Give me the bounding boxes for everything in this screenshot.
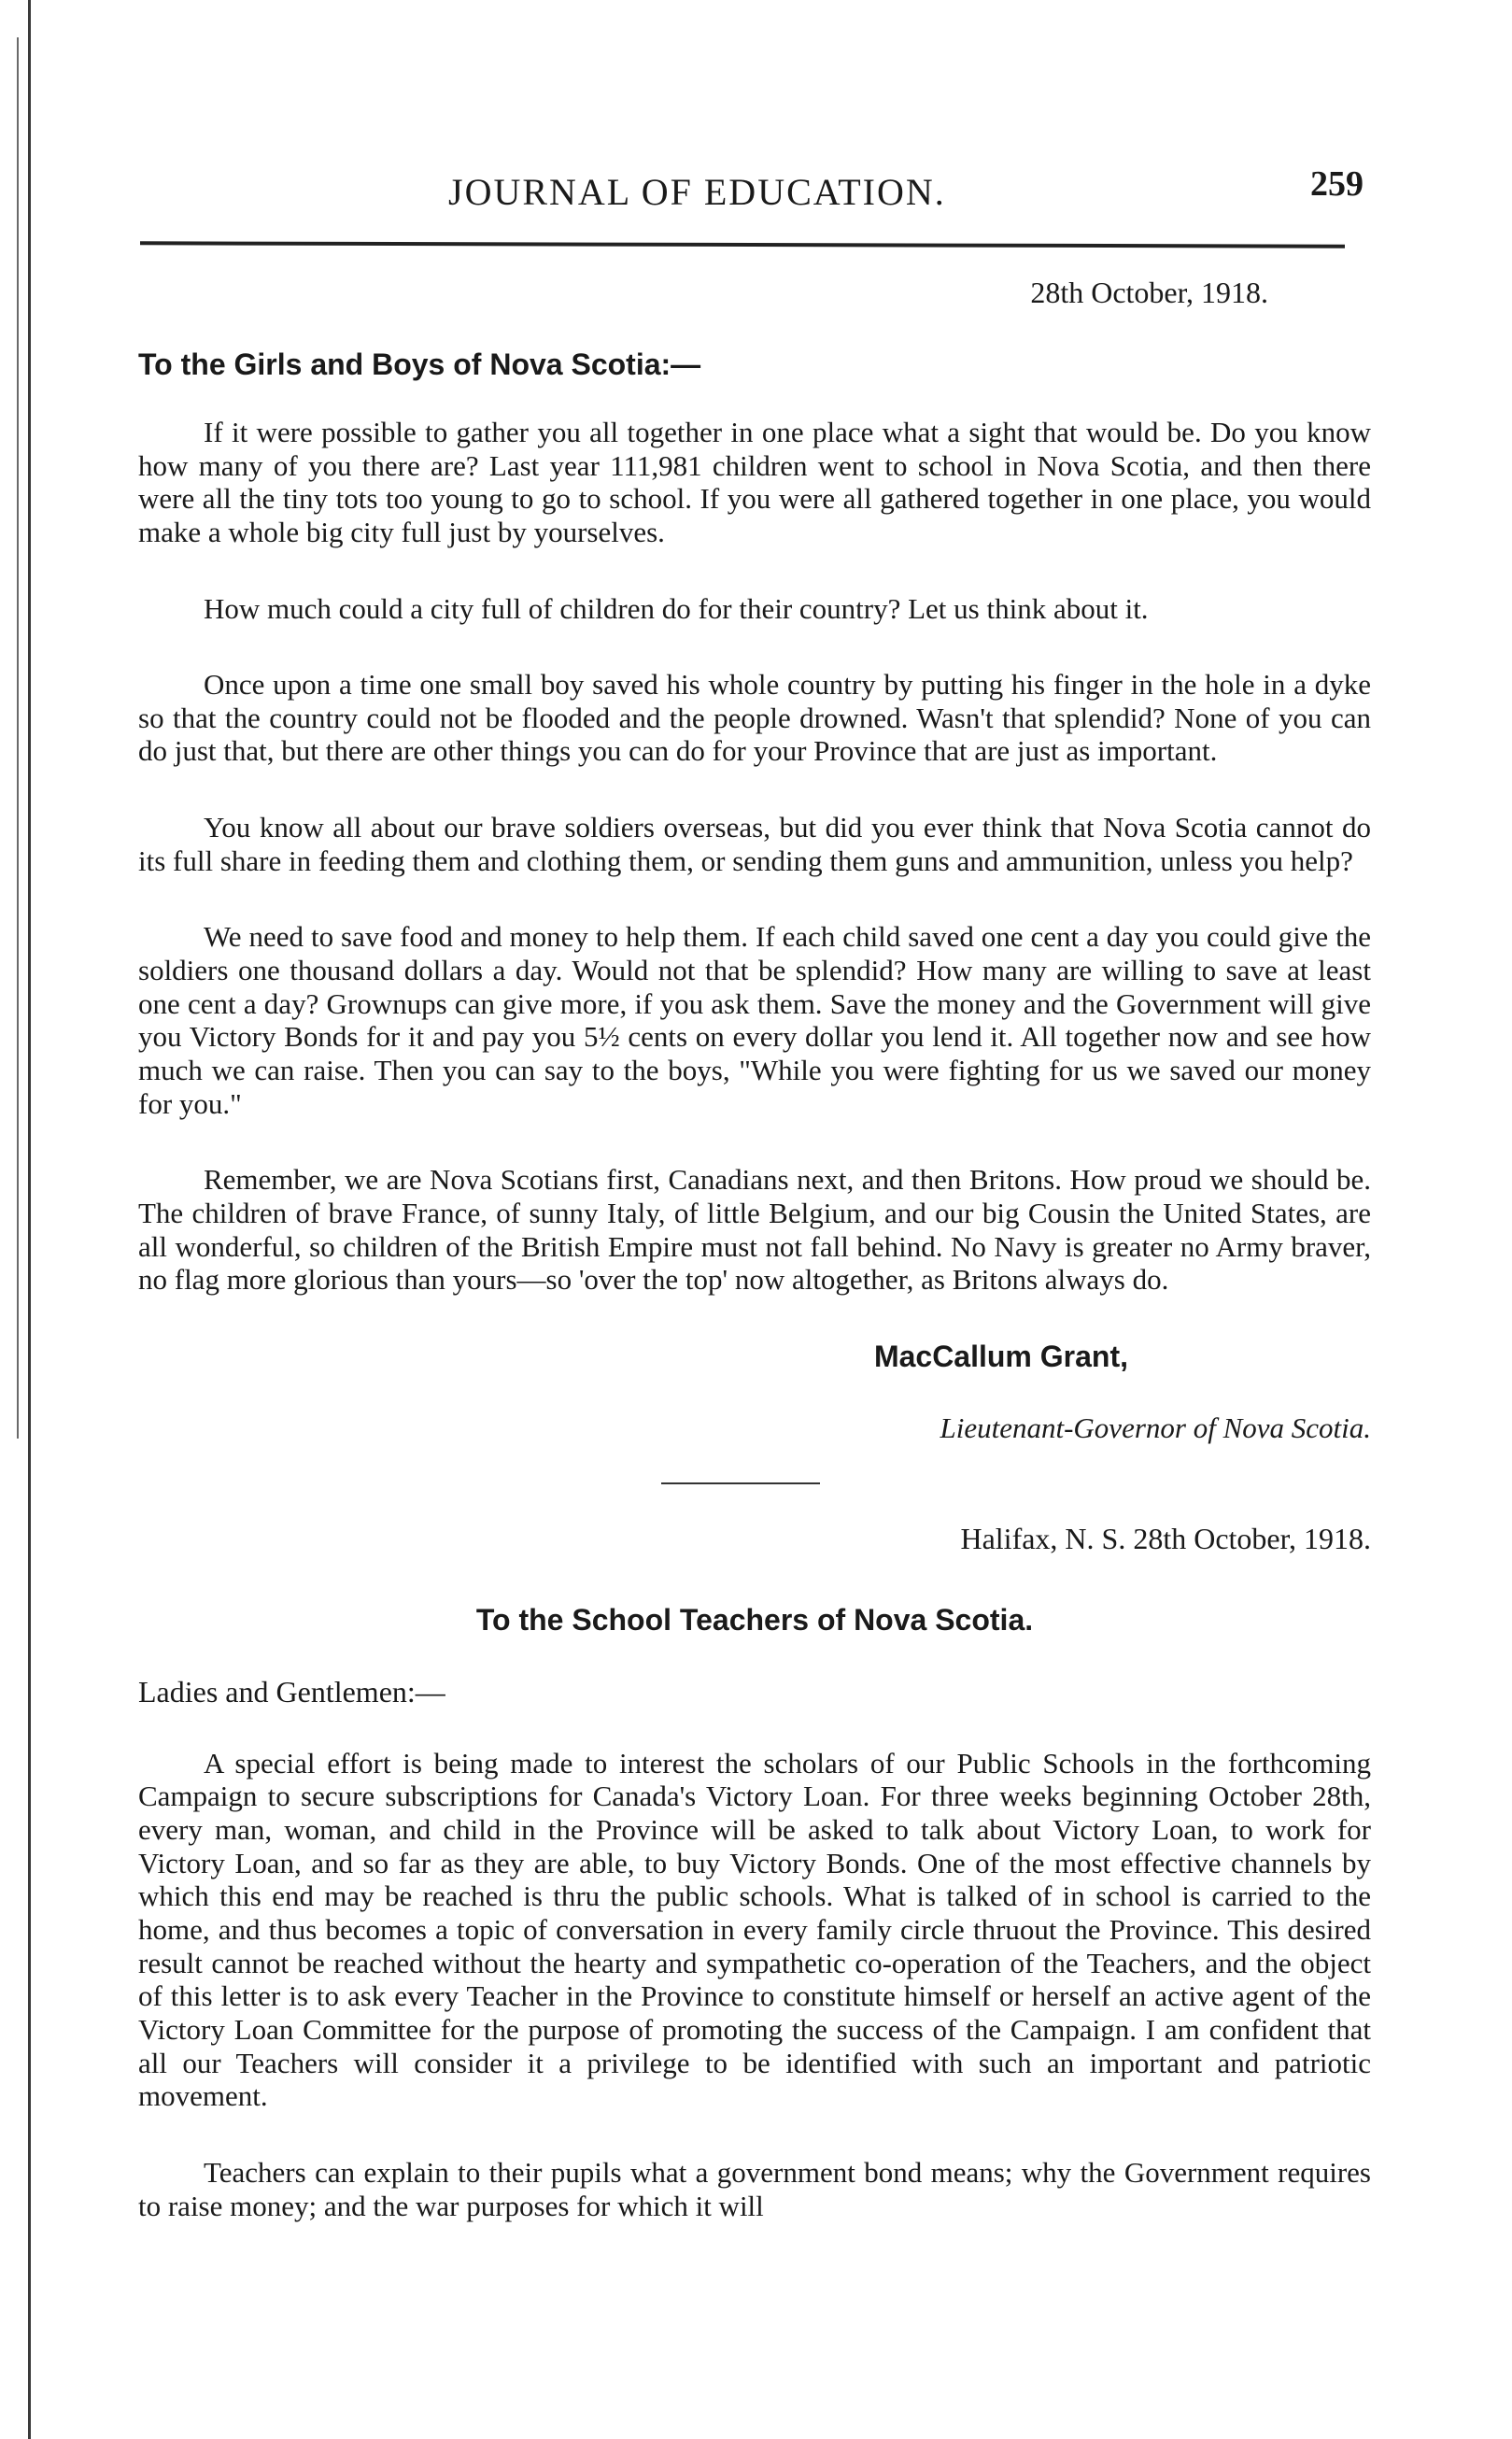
- paragraph: A special effort is being made to interest the scholars of our Public Schools in the forthcoming Campaign to secure subscriptions for Canada's Victory Loan. For three weeks beginning October 28th, every man, woman, and child in the Province will be asked to talk about Victory Loan, to work for Victory Loan, and so far as they are able, to buy Victory Bonds. One of the most effective channels by which this end may be reached is thru the public schools. What is talked of in school is carried to the home, and thus becomes a topic of conversation in every family circle thruout the Province. This desired result cannot be reached without the hearty and sympathetic co-operation of the Teachers, and the object of this letter is to ask every Teacher in the Province to constitute himself or herself an active agent of the Victory Loan Committee for the purpose of promoting the success of the Campaign. I am confident that all our Teachers will consider it a privilege to be identified with such an important and patriotic movement.: [138, 1746, 1371, 2113]
- page-content: [138, 276, 1371, 2265]
- paragraph: Once upon a time one small boy saved his whole country by putting his finger in the hole in a dyke so that the country could not be flooded and the people drowned. Wasn't that splendid? None of you can do just that, but there are other things you can do for your Province that are just as important.: [138, 668, 1371, 768]
- journal-title: JOURNAL OF EDUCATION.: [448, 171, 946, 213]
- letter-salutation: Ladies and Gentlemen:—: [138, 1674, 445, 1709]
- letter-heading: To the School Teachers of Nova Scotia.: [475, 1602, 1034, 1637]
- signature-title: Lieutenant-Governor of Nova Scotia.: [940, 1411, 1371, 1444]
- signature: MacCallum Grant,: [873, 1339, 1128, 1373]
- paragraph: If it were possible to gather you all together in one place what a sight that would be. Do you know how many of you there are? Last year 111,981 children went to school in Nova Scotia, and then there were all the tiny tots too young to go to school. If you were all gathered together in one place, you would make a whole big city full just by yourselves.: [138, 416, 1371, 548]
- letter-date: Halifax, N. S. 28th October, 1918.: [960, 1521, 1371, 1555]
- letter-to-children: [138, 276, 1371, 1445]
- section-divider: [661, 1482, 820, 1484]
- letter-date: 28th October, 1918.: [1030, 276, 1268, 309]
- header-rule: [140, 241, 1345, 248]
- paragraph: Teachers can explain to their pupils what a government bond means; why the Government requires to raise money; and the war purposes for which it will: [138, 2155, 1371, 2222]
- binding-edge: [28, 0, 31, 2439]
- letter-to-teachers: [138, 1522, 1371, 2222]
- paragraph: How much could a city full of children do for their country? Let us think about it.: [204, 591, 1149, 625]
- letter-salutation: To the Girls and Boys of Nova Scotia:—: [138, 347, 701, 381]
- paragraph: Remember, we are Nova Scotians first, Canadians next, and then Britons. How proud we should be. The children of brave France, of sunny Italy, of little Belgium, and our big Cousin the United States, are all wonderful, so children of the British Empire must not fall behind. No Navy is greater no Army braver, no flag more glorious than yours—so 'over the top' now altogether, as Britons always do.: [138, 1163, 1371, 1297]
- page-header: [140, 159, 1373, 215]
- paragraph: We need to save food and money to help them. If each child saved one cent a day you could give the soldiers one thousand dollars a day. Would not that be splendid? How many are willing to save at least one cent a day? Grownups can give more, if you ask them. Save the money and the Government will give you Victory Bonds for it and pay you 5½ cents on every dollar you lend it. All together now and see how much we can raise. Then you can say to the boys, "While you were fighting for us we saved our money for you.": [138, 920, 1371, 1120]
- binding-edge-inner: [17, 37, 19, 1439]
- paragraph: You know all about our brave soldiers overseas, but did you ever think that Nova Scotia cannot do its full share in feeding them and clothing them, or sending them guns and ammunition, unless you help?: [138, 811, 1371, 877]
- page-number: 259: [1310, 164, 1364, 204]
